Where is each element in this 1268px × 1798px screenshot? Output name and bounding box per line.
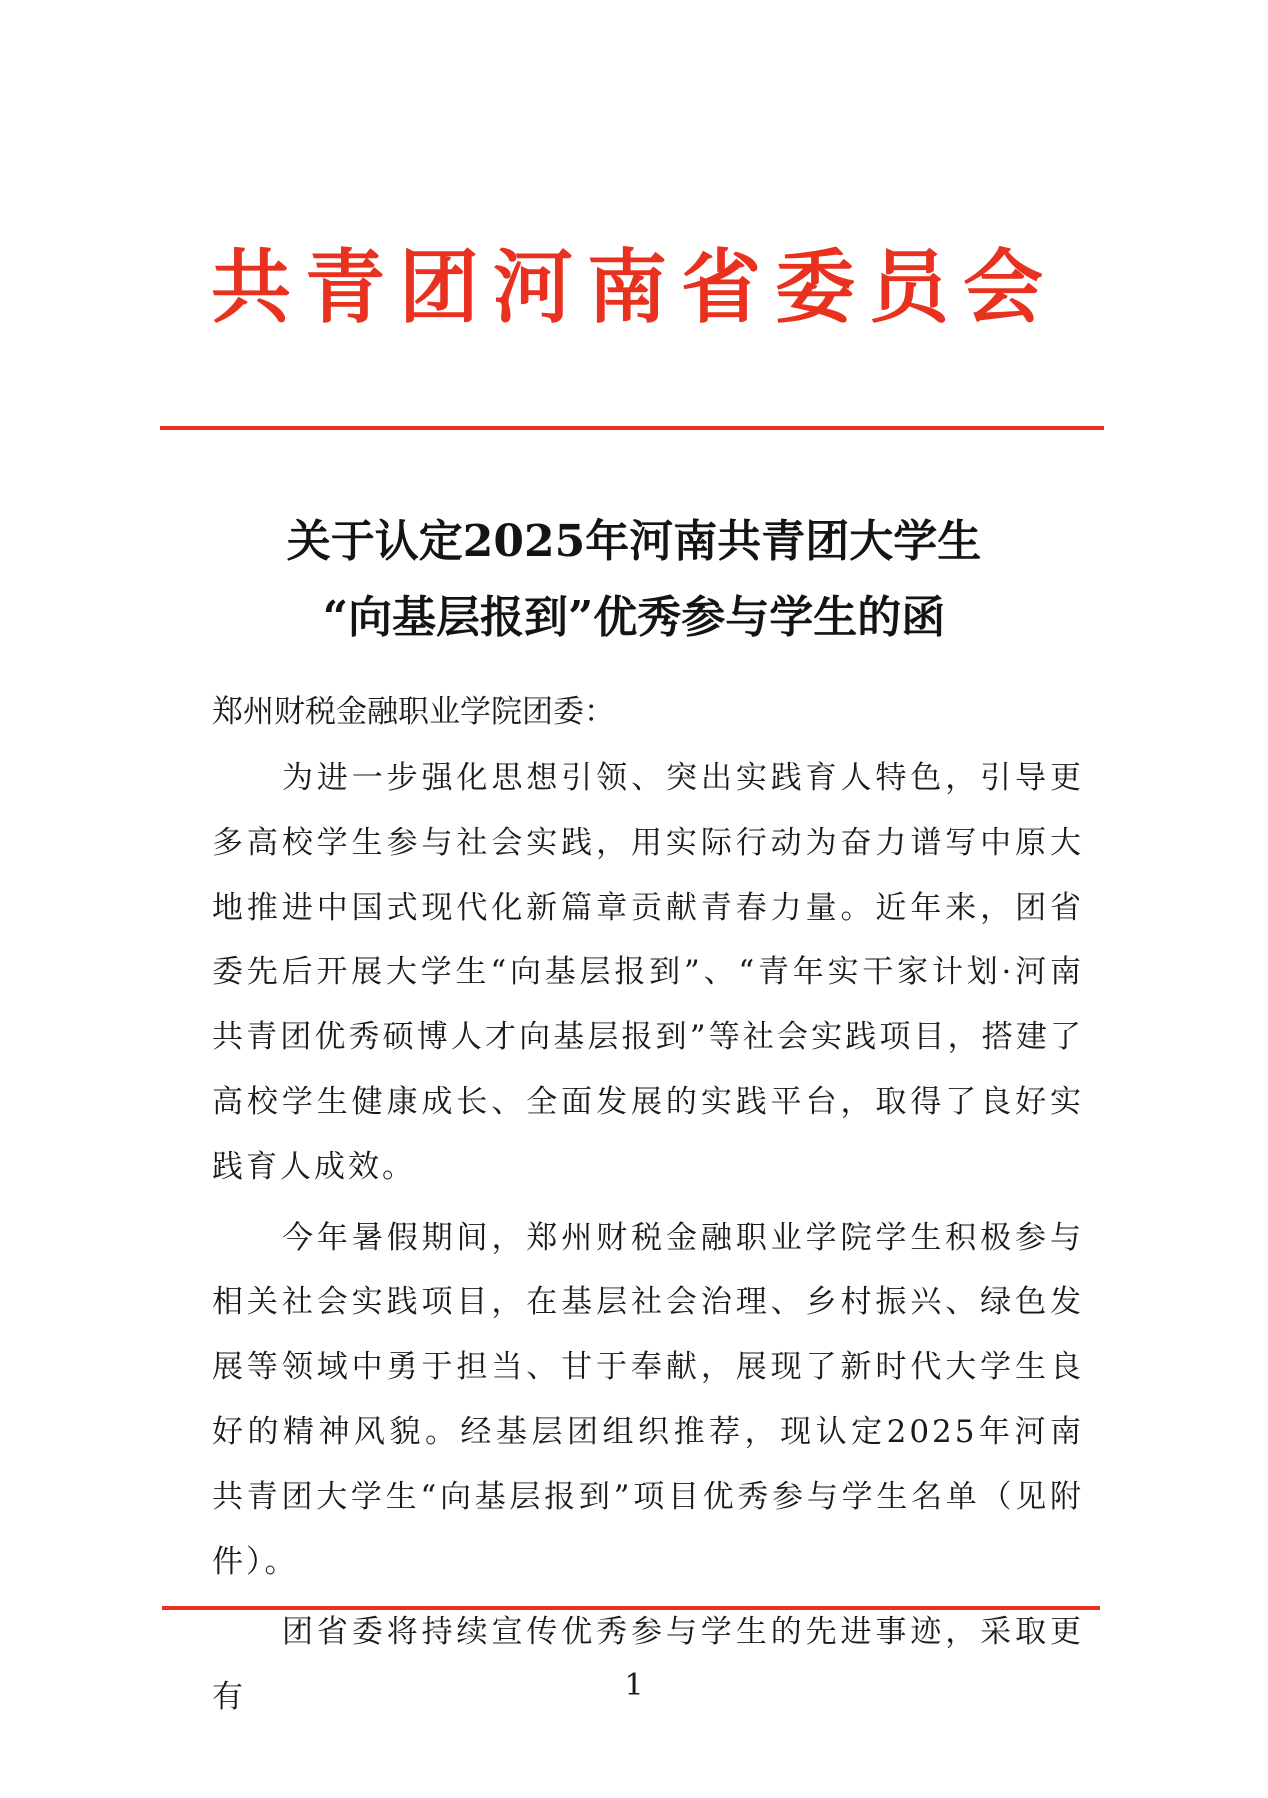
body-paragraph-2: 今年暑假期间，郑州财税金融职业学院学生积极参与相关社会实践项目，在基层社会治理、乡村振兴、绿色发展等领域中勇于担当、甘于奉献，展现了新时代大学生良好的精神风貌。经基层团组织推荐，现认定2025年河南共青团大学生“向基层报到”项目优秀参与学生名单（见附件）。 — [212, 1219, 1084, 1580]
title-line-2: “向基层报到”优秀参与学生的函 — [322, 592, 946, 643]
red-divider-bottom — [162, 1606, 1100, 1610]
page-number: 1 — [624, 1668, 644, 1703]
issuing-organization-header: 共青团河南省委员会 — [211, 240, 1057, 334]
body-paragraph-3: 团省委将持续宣传优秀参与学生的先进事迹，采取更有 — [212, 1614, 1084, 1716]
title-line-1: 关于认定2025年河南共青团大学生 — [286, 516, 982, 567]
body-paragraph-1: 为进一步强化思想引领、突出实践育人特色，引导更多高校学生参与社会实践，用实际行动为奋力谱写中原大地推进中国式现代化新篇章贡献青春力量。近年来，团省委先后开展大学生“向基层报到”、“青年实干家计划·河南共青团优秀硕博人才向基层报到”等社会实践项目，搭建了高校学生健康成长、全面发展的实践平台，取得了良好实践育人成效。 — [212, 760, 1084, 1185]
red-divider-top — [160, 426, 1104, 430]
recipient-salutation: 郑州财税金融职业学院团委： — [212, 694, 615, 730]
letter-body — [212, 746, 1084, 1736]
document-title — [160, 504, 1108, 656]
